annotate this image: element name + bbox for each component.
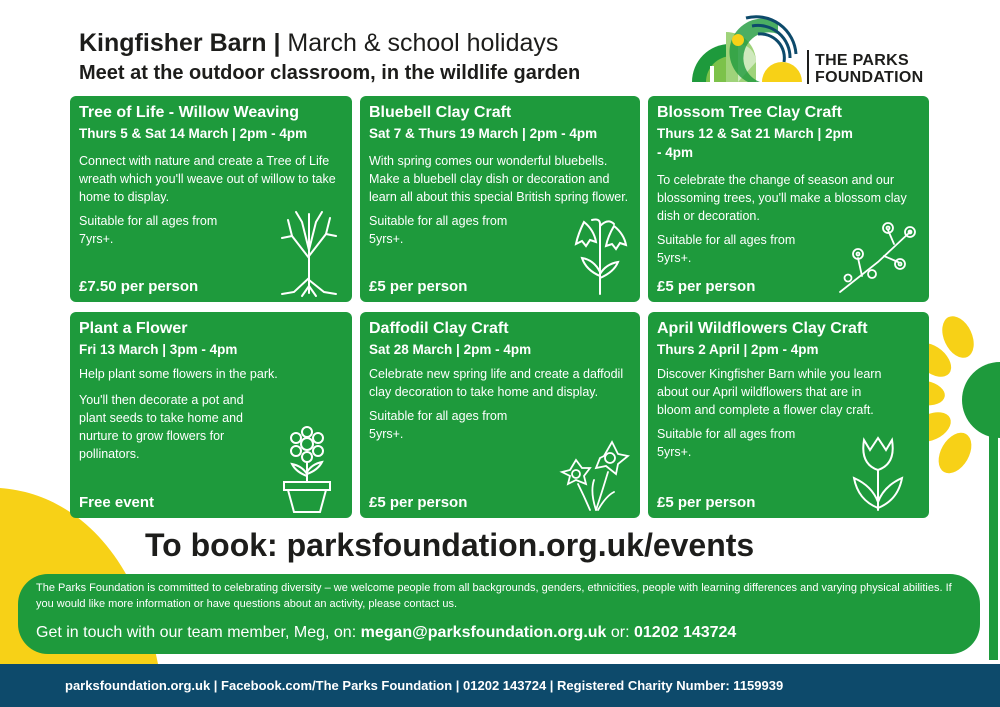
event-description: Connect with nature and create a Tree of Life wreath which you'll weave out of willow to take home to display. [79,154,336,204]
event-description: To celebrate the change of season and our blossoming trees, you'll make a blossom clay dish or decoration. [657,173,907,223]
logo-divider [807,50,809,84]
event-dates: Fri 13 March | 3pm - 4pm [79,342,238,357]
info-panel [18,574,980,654]
tree-icon [274,208,344,298]
parks-foundation-logo [690,14,935,86]
event-card-plant-a-flower [70,312,352,518]
event-dates: Sat 28 March | 2pm - 4pm [369,342,532,357]
daffodil-icon [556,436,630,512]
event-price: Free event [79,494,155,511]
event-title: Bluebell Clay Craft [369,104,512,121]
page-subtitle: Meet at the outdoor classroom, in the wildlife garden [79,62,581,84]
event-description: Help plant some flowers in the park. [79,367,278,381]
event-title: Blossom Tree Clay Craft [657,104,842,121]
tulip-icon [848,436,908,512]
event-card-blossom [648,96,929,302]
blossom-icon [838,222,918,294]
event-description: With spring comes our wonderful bluebells. Make a bluebell clay dish or decoration and learn all about this special British spring flower. [369,154,629,204]
event-price: £5 per person [369,494,468,511]
event-price: £5 per person [657,494,756,511]
event-card-bluebell [360,96,640,302]
event-dates: Thurs 12 & Sat 21 March | 2pm - 4pm [657,126,853,160]
contact-line: Get in touch with our team member, Meg, on: megan@parksfoundation.org.uk or: 01202 143724 [36,624,737,641]
event-title: April Wildflowers Clay Craft [657,320,868,337]
potted-flower-icon [280,426,334,514]
event-card-daffodil [360,312,640,518]
event-title: Plant a Flower [79,320,188,337]
footer-bar: parksfoundation.org.uk | Facebook.com/The Parks Foundation | 01202 143724 | Registered Charity Number: 1159939 [0,664,1000,707]
event-description: Discover Kingfisher Barn while you learn about our April wildflowers that are in bloom and complete a flower clay craft. [657,367,882,417]
contact-email[interactable]: megan@parksfoundation.org.uk [360,624,607,641]
event-title: Tree of Life - Willow Weaving [79,104,300,121]
event-title: Daffodil Clay Craft [369,320,509,337]
event-price: £7.50 per person [79,278,199,295]
event-price: £5 per person [657,278,756,295]
bluebell-icon [572,214,630,296]
logo-wordmark: THE PARKS FOUNDATION [815,52,924,86]
booking-url[interactable]: To book: parksfoundation.org.uk/events [145,527,755,563]
event-description: Celebrate new spring life and create a daffodil clay decoration to take home and display. [369,367,624,399]
page-title [79,28,580,58]
event-suitability: Suitable for all ages from 5yrs+. [369,409,508,441]
contact-phone[interactable]: 01202 143724 [634,624,737,641]
title-venue: Kingfisher Barn | [79,29,281,57]
event-card-april-wildflowers [648,312,929,518]
title-season: March & school holidays [280,29,559,57]
event-suitability: Suitable for all ages from 7yrs+. [79,214,218,246]
header [79,28,580,86]
event-dates: Thurs 5 & Sat 14 March | 2pm - 4pm [79,126,308,141]
event-suitability: You'll then decorate a pot and plant seeds to take home and nurture to grow flowers for pollinators. [79,393,244,461]
event-suitability: Suitable for all ages from 5yrs+. [657,427,796,459]
diversity-statement: The Parks Foundation is committed to celebrating diversity – we welcome people from all backgrounds, genders, ethnicities, people with learning differences and varying physical abilities. If you would like more information or have questions about an activity, please contact us. [36,582,952,610]
event-price: £5 per person [369,278,468,295]
event-dates: Sat 7 & Thurs 19 March | 2pm - 4pm [369,126,598,141]
rainbow-logo-icon [690,14,802,86]
event-suitability: Suitable for all ages from 5yrs+. [369,214,508,246]
event-card-tree-of-life [70,96,352,302]
event-suitability: Suitable for all ages from 5yrs+. [657,233,796,265]
event-dates: Thurs 2 April | 2pm - 4pm [657,342,819,357]
